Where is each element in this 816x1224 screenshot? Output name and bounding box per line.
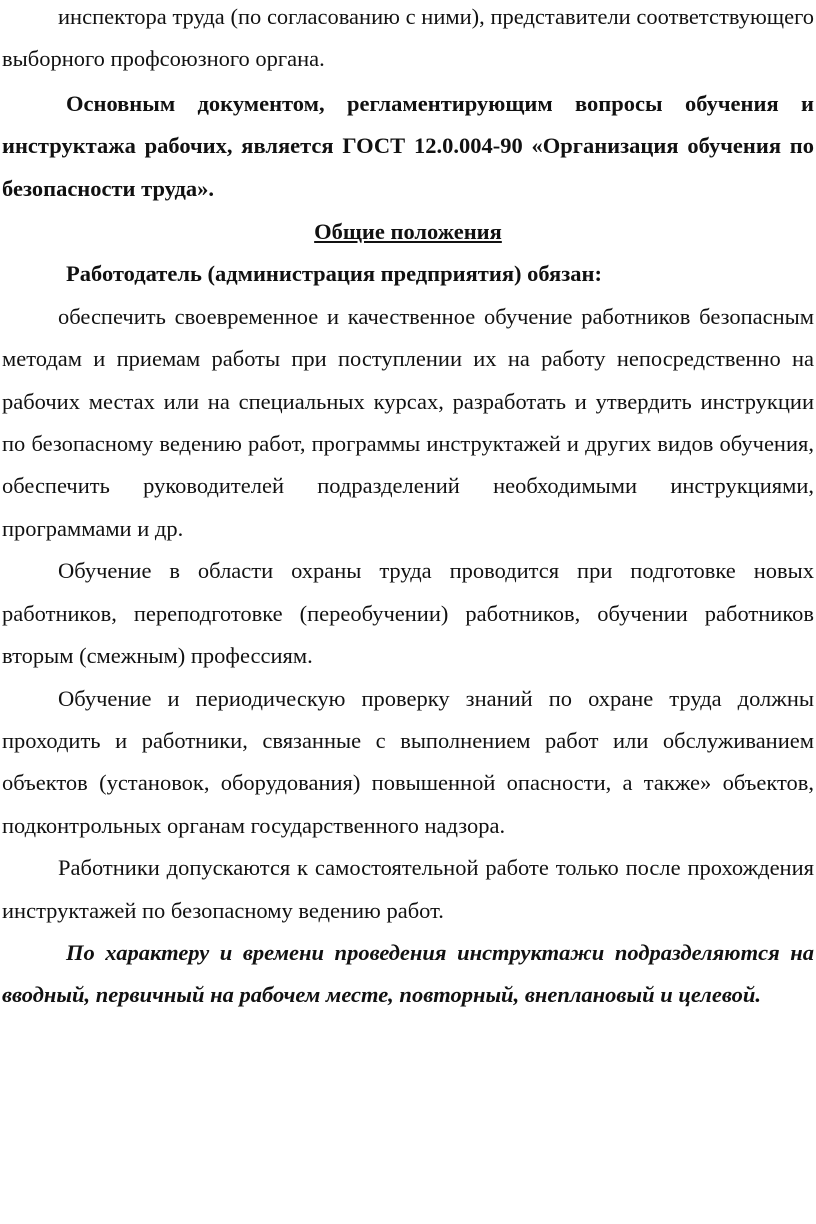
- paragraph-continuation: инспектора труда (по согласованию с ними), представители соответствующего выборного профсоюзного органа.: [2, 4, 814, 72]
- paragraph-employer-obliged: Работодатель (администрация предприятия) обязан:: [66, 261, 602, 287]
- paragraph-gost-statement: Основным документом, регламентирующим вопросы обучения и инструктажа рабочих, является ГОСТ 12.0.004-90 «Организация обучения по безопасности труда».: [2, 90, 814, 201]
- paragraph-hazardous-objects: Обучение и периодическую проверку знаний по охране труда должны проходить и работники, связанные с выполнением работ или обслуживанием объектов (установок, оборудования) повышенной опасности, а также» объектов, подконтрольных органам государственного надзора.: [2, 685, 814, 838]
- paragraph-admission: Работники допускаются к самостоятельной работе только после прохождения инструктажей по безопасному ведению работ.: [2, 855, 814, 923]
- section-heading: [2, 211, 814, 253]
- paragraph-briefing-types: По характеру и времени проведения инструктажи подразделяются на вводный, первичный на рабочем месте, повторный, внеплановый и целевой.: [2, 939, 814, 1008]
- paragraph-training-cases: Обучение в области охраны труда проводится при подготовке новых работников, переподготовке (переобучении) работников, обучении работников вторым (смежным) профессиям.: [2, 558, 814, 669]
- section-heading-text: Общие положения: [314, 219, 502, 245]
- paragraph-obligations: обеспечить своевременное и качественное обучение работников безопасным методам и приемам работы при поступлении их на работу непосредственно на рабочих местах или на специальных курсах, разработать и утвердить инструкции по безопасному ведению работ, программы инструктажей и других видов обучения, обеспечить руководителей подразделений необходимыми инструкциями, программами и др.: [2, 303, 814, 541]
